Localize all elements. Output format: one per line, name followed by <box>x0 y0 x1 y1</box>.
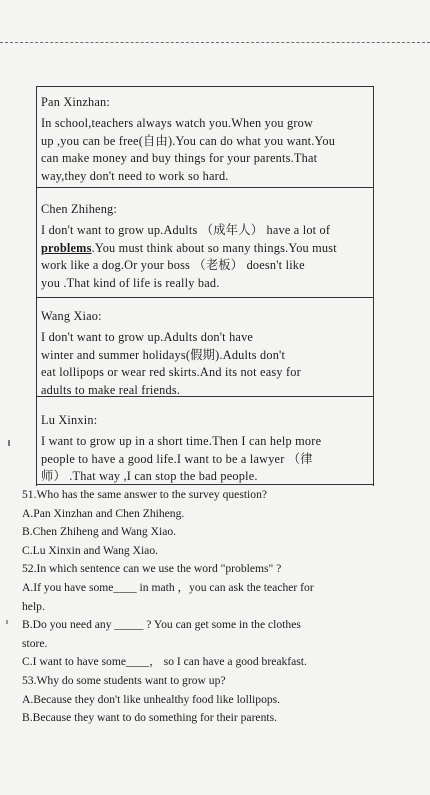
option-52-b: B.Do you need any _____ ? You can get some in the clothes <box>22 618 301 632</box>
survey-box <box>36 86 374 486</box>
box-top-rule <box>37 86 373 87</box>
option-52-a: A.If you have some____ in math ，you can ask the teacher for <box>22 580 314 594</box>
passage-line: up ,you can be free(自由).You can do what you want.You <box>41 133 336 148</box>
passage-pan <box>41 94 371 186</box>
option-53-a: A.Because they don't like unhealthy food like lollipops. <box>22 692 281 706</box>
option-51-b: B.Chen Zhiheng and Wang Xiao. <box>22 525 177 539</box>
divider-rule-2 <box>37 297 373 298</box>
passage-name: Wang Xiao: <box>41 309 102 323</box>
option-51-a: A.Pan Xinzhan and Chen Zhiheng. <box>22 506 185 520</box>
top-dashed-line <box>0 42 430 43</box>
question-53: 53.Why do some students want to grow up? <box>22 673 226 687</box>
passage-line: I want to grow up in a short time.Then I can help more <box>41 433 322 448</box>
passage-name: Chen Zhiheng: <box>41 202 118 216</box>
option-52-c: C.I want to have some____， so I can have a good breakfast. <box>22 655 307 669</box>
option-52-a-cont: help. <box>22 599 45 613</box>
divider-rule-1 <box>37 187 373 188</box>
question-52: 52.In which sentence can we use the word "problems" ? <box>22 562 282 576</box>
passage-line: In school,teachers always watch you.When you grow <box>41 115 314 130</box>
passage-lu <box>41 412 371 486</box>
passage-line: way,they don't need to work so hard. <box>41 169 229 184</box>
passage-line: adults to make real friends. <box>41 383 181 398</box>
key-word-problems: problems <box>41 240 92 255</box>
passage-line: you .That kind of life is really bad. <box>41 276 220 291</box>
questions-block <box>22 486 422 728</box>
option-51-c: C.Lu Xinxin and Wang Xiao. <box>22 543 159 557</box>
passage-line: eat lollipops or wear red skirts.And its not easy for <box>41 365 301 380</box>
passage-line: I don't want to grow up.Adults don't have <box>41 329 254 344</box>
question-51: 51.Who has the same answer to the survey question? <box>22 488 268 501</box>
scan-mark <box>6 620 8 624</box>
passage-chen <box>41 201 371 293</box>
passage-wang <box>41 308 371 400</box>
option-52-b-cont: store. <box>22 636 48 650</box>
passage-line: people to have a good life.I want to be a lawyer （律 <box>41 451 313 466</box>
passage-name: Pan Xinzhan: <box>41 95 110 109</box>
passage-name: Lu Xinxin: <box>41 413 98 427</box>
scan-mark <box>8 440 10 446</box>
passage-line: work like a dog.Or your boss （老板） doesn't like <box>41 258 305 273</box>
passage-line: I don't want to grow up.Adults （成年人） have a lot of <box>41 222 331 237</box>
passage-line: 师） .That way ,I can stop the bad people. <box>41 469 258 484</box>
passage-line: winter and summer holidays(假期).Adults don't <box>41 347 286 362</box>
option-53-b: B.Because they want to do something for their parents. <box>22 711 278 725</box>
passage-line: problems.You must think about so many things.You must <box>41 240 337 255</box>
passage-line: can make money and buy things for your parents.That <box>41 151 318 166</box>
